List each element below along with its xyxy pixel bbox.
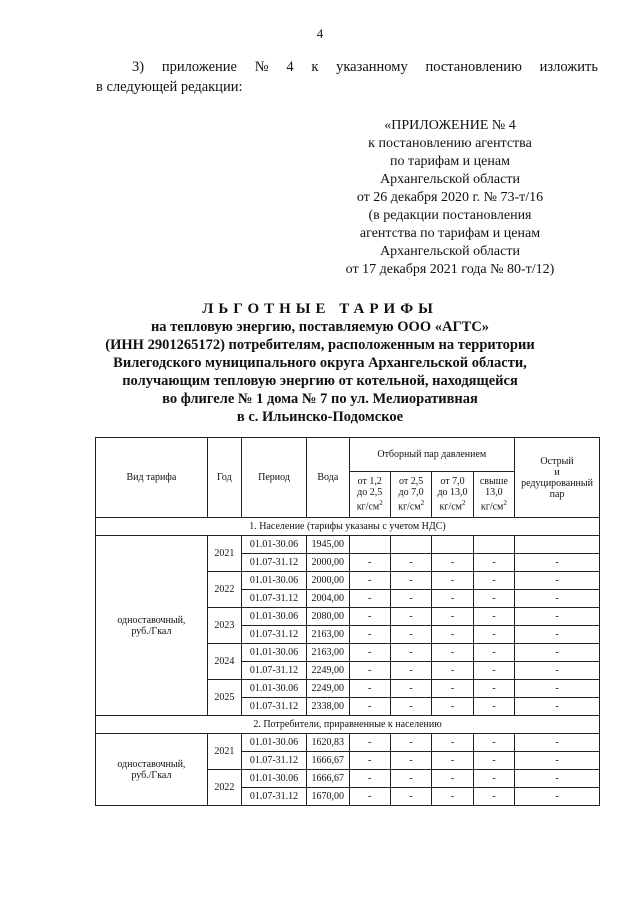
sharp-steam-cell: - bbox=[515, 788, 600, 806]
period-cell: 01.07-31.12 bbox=[241, 788, 306, 806]
pressure-4-cell: - bbox=[473, 680, 514, 698]
pressure-1-cell: - bbox=[349, 788, 390, 806]
pressure-3-cell: - bbox=[432, 770, 473, 788]
water-cell: 1945,00 bbox=[307, 536, 349, 554]
sharp-steam-cell: - bbox=[515, 770, 600, 788]
year-cell: 2025 bbox=[207, 680, 241, 716]
pressure-4-cell: - bbox=[473, 572, 514, 590]
unit-sup: 2 bbox=[462, 499, 466, 508]
pressure-4-cell: - bbox=[473, 626, 514, 644]
water-cell: 2249,00 bbox=[307, 662, 349, 680]
pressure-3-cell: - bbox=[432, 680, 473, 698]
header-steam-group: Отборный пар давлением bbox=[349, 438, 515, 472]
tariff-type-line: одноставочный, bbox=[117, 614, 186, 626]
pressure-2-cell: - bbox=[390, 734, 431, 752]
appendix-line: к постановлению агентства bbox=[368, 136, 532, 151]
intro-line-2: в следующей редакции: bbox=[96, 79, 243, 95]
pressure-2-cell bbox=[390, 536, 431, 554]
pressure-4-cell: - bbox=[473, 698, 514, 716]
pressure-3-cell: - bbox=[432, 590, 473, 608]
year-cell: 2021 bbox=[207, 734, 241, 770]
unit: кг/см bbox=[439, 501, 462, 513]
sharp-steam-cell: - bbox=[515, 572, 600, 590]
sharp-steam-cell: - bbox=[515, 662, 600, 680]
period-cell: 01.07-31.12 bbox=[241, 590, 306, 608]
pressure-2-cell: - bbox=[390, 608, 431, 626]
unit: кг/см bbox=[480, 501, 504, 513]
title-line: Вилегодского муниципального округа Архангельской области, bbox=[113, 355, 527, 371]
tariff-type-cell bbox=[96, 536, 208, 716]
water-cell: 1670,00 bbox=[307, 788, 349, 806]
unit: кг/см bbox=[356, 501, 380, 513]
section-header-population: 1. Население (тарифы указаны с учетом НДС) bbox=[96, 518, 600, 536]
year-cell: 2022 bbox=[207, 770, 241, 806]
unit-sup: 2 bbox=[379, 499, 383, 508]
header-line: 13,0 bbox=[485, 487, 503, 499]
intro-word: приложение bbox=[161, 59, 237, 75]
water-cell: 2338,00 bbox=[307, 698, 349, 716]
pressure-3-cell: - bbox=[432, 698, 473, 716]
sharp-steam-cell: - bbox=[515, 626, 600, 644]
header-line: от 2,5 bbox=[398, 476, 424, 488]
pressure-1-cell: - bbox=[349, 752, 390, 770]
pressure-1-cell bbox=[349, 536, 390, 554]
page-number: 4 bbox=[316, 26, 324, 41]
title-heading: ЛЬГОТНЫЕ ТАРИФЫ bbox=[202, 301, 438, 317]
pressure-2-cell: - bbox=[390, 644, 431, 662]
pressure-1-cell: - bbox=[349, 590, 390, 608]
header-line: Острый bbox=[540, 455, 574, 467]
pressure-4-cell: - bbox=[473, 770, 514, 788]
header-line bbox=[433, 498, 471, 512]
pressure-1-cell: - bbox=[349, 572, 390, 590]
pressure-4-cell: - bbox=[473, 554, 514, 572]
pressure-2-cell: - bbox=[390, 626, 431, 644]
appendix-line: «ПРИЛОЖЕНИЕ № 4 bbox=[384, 118, 516, 133]
water-cell: 2000,00 bbox=[307, 554, 349, 572]
unit-sup: 2 bbox=[420, 499, 425, 508]
unit: кг/см bbox=[398, 501, 421, 513]
header-line: от 1,2 bbox=[357, 476, 382, 488]
sharp-steam-cell bbox=[515, 536, 600, 554]
intro-word: 3) bbox=[132, 59, 145, 75]
pressure-4-cell: - bbox=[473, 662, 514, 680]
pressure-3-cell: - bbox=[432, 608, 473, 626]
pressure-1-cell: - bbox=[349, 626, 390, 644]
water-cell: 2000,00 bbox=[307, 572, 349, 590]
pressure-3-cell: - bbox=[432, 788, 473, 806]
pressure-2-cell: - bbox=[390, 788, 431, 806]
water-cell: 2163,00 bbox=[307, 626, 349, 644]
appendix-line: Архангельской области bbox=[380, 244, 520, 259]
pressure-2-cell: - bbox=[390, 680, 431, 698]
section-header-equated: 2. Потребители, приравненные к населению bbox=[96, 716, 600, 734]
water-cell: 2163,00 bbox=[307, 644, 349, 662]
pressure-1-cell: - bbox=[349, 734, 390, 752]
header-line: до 2,5 bbox=[357, 487, 383, 499]
tariff-type-line: руб./Гкал bbox=[131, 769, 172, 781]
title-line: на тепловую энергию, поставляемую ООО «АГТС» bbox=[150, 319, 490, 335]
water-cell: 2004,00 bbox=[307, 590, 349, 608]
intro-word: изложить bbox=[539, 59, 598, 75]
pressure-4-cell: - bbox=[473, 590, 514, 608]
pressure-1-cell: - bbox=[349, 608, 390, 626]
period-cell: 01.07-31.12 bbox=[241, 752, 306, 770]
appendix-line: от 17 декабря 2021 года № 80-т/12) bbox=[345, 262, 555, 277]
appendix-header bbox=[330, 117, 570, 279]
water-cell: 1666,67 bbox=[307, 752, 349, 770]
intro-word: указанному bbox=[336, 59, 408, 75]
sharp-steam-cell: - bbox=[515, 752, 600, 770]
header-line bbox=[392, 498, 430, 512]
period-cell: 01.07-31.12 bbox=[241, 554, 306, 572]
appendix-line: агентства по тарифам и ценам bbox=[359, 226, 541, 241]
pressure-1-cell: - bbox=[349, 680, 390, 698]
header-line: и bbox=[554, 466, 560, 478]
header-pressure-4 bbox=[473, 472, 514, 518]
period-cell: 01.01-30.06 bbox=[241, 644, 306, 662]
unit-sup: 2 bbox=[503, 499, 507, 508]
header-line: до 7,0 bbox=[398, 487, 424, 499]
water-cell: 1666,67 bbox=[307, 770, 349, 788]
period-cell: 01.01-30.06 bbox=[241, 572, 306, 590]
intro-word: 4 bbox=[286, 59, 294, 75]
header-line: от 7,0 bbox=[440, 476, 465, 488]
pressure-2-cell: - bbox=[390, 572, 431, 590]
pressure-3-cell: - bbox=[432, 644, 473, 662]
pressure-1-cell: - bbox=[349, 662, 390, 680]
period-cell: 01.01-30.06 bbox=[241, 608, 306, 626]
pressure-4-cell: - bbox=[473, 644, 514, 662]
pressure-1-cell: - bbox=[349, 644, 390, 662]
table-row bbox=[96, 536, 600, 554]
pressure-4-cell: - bbox=[473, 788, 514, 806]
sharp-steam-cell: - bbox=[515, 608, 600, 626]
period-cell: 01.01-30.06 bbox=[241, 536, 306, 554]
tariff-type-line: руб./Гкал bbox=[131, 625, 172, 637]
title-line: в с. Ильинско-Подомское bbox=[236, 409, 404, 425]
period-cell: 01.01-30.06 bbox=[241, 770, 306, 788]
header-pressure-2 bbox=[390, 472, 431, 518]
pressure-3-cell: - bbox=[432, 734, 473, 752]
header-line bbox=[351, 498, 389, 512]
header-pressure-3 bbox=[432, 472, 473, 518]
intro-line-1 bbox=[96, 57, 598, 77]
sharp-steam-cell: - bbox=[515, 734, 600, 752]
pressure-1-cell: - bbox=[349, 770, 390, 788]
appendix-line: по тарифам и ценам bbox=[390, 154, 510, 169]
period-cell: 01.07-31.12 bbox=[241, 662, 306, 680]
water-cell: 2249,00 bbox=[307, 680, 349, 698]
pressure-2-cell: - bbox=[390, 662, 431, 680]
pressure-4-cell bbox=[473, 536, 514, 554]
sharp-steam-cell: - bbox=[515, 680, 600, 698]
pressure-3-cell: - bbox=[432, 662, 473, 680]
pressure-3-cell: - bbox=[432, 626, 473, 644]
pressure-3-cell: - bbox=[432, 752, 473, 770]
pressure-4-cell: - bbox=[473, 752, 514, 770]
sharp-steam-cell: - bbox=[515, 644, 600, 662]
year-cell: 2023 bbox=[207, 608, 241, 644]
pressure-3-cell: - bbox=[432, 572, 473, 590]
period-cell: 01.01-30.06 bbox=[241, 680, 306, 698]
pressure-2-cell: - bbox=[390, 554, 431, 572]
year-cell: 2024 bbox=[207, 644, 241, 680]
header-line: пар bbox=[549, 488, 565, 500]
pressure-4-cell: - bbox=[473, 608, 514, 626]
pressure-2-cell: - bbox=[390, 752, 431, 770]
sharp-steam-cell: - bbox=[515, 554, 600, 572]
title-line: во флигеле № 1 дома № 7 по ул. Мелиоративная bbox=[162, 391, 478, 407]
title-line: получающим тепловую энергию от котельной, находящейся bbox=[122, 373, 518, 389]
sharp-steam-cell: - bbox=[515, 590, 600, 608]
period-cell: 01.07-31.12 bbox=[241, 626, 306, 644]
intro-word: постановлению bbox=[425, 59, 522, 75]
document-title bbox=[90, 300, 550, 426]
header-period: Период bbox=[241, 438, 306, 518]
pressure-3-cell bbox=[432, 536, 473, 554]
header-water: Вода bbox=[307, 438, 349, 518]
pressure-1-cell: - bbox=[349, 698, 390, 716]
appendix-line: от 26 декабря 2020 г. № 73-т/16 bbox=[356, 190, 544, 205]
sharp-steam-cell: - bbox=[515, 698, 600, 716]
header-line: свыше bbox=[479, 476, 508, 488]
year-cell: 2022 bbox=[207, 572, 241, 608]
tariff-type-line: одноставочный, bbox=[117, 758, 186, 770]
header-year: Год bbox=[207, 438, 241, 518]
period-cell: 01.07-31.12 bbox=[241, 698, 306, 716]
table-row bbox=[96, 734, 600, 752]
water-cell: 2080,00 bbox=[307, 608, 349, 626]
pressure-2-cell: - bbox=[390, 770, 431, 788]
pressure-2-cell: - bbox=[390, 698, 431, 716]
header-line: редуцированный bbox=[521, 477, 593, 489]
header-line: до 13,0 bbox=[437, 487, 468, 499]
intro-word: к bbox=[311, 59, 319, 75]
water-cell: 1620,83 bbox=[307, 734, 349, 752]
tariff-table bbox=[95, 437, 600, 806]
appendix-line: (в редакции постановления bbox=[368, 208, 532, 223]
pressure-2-cell: - bbox=[390, 590, 431, 608]
header-line bbox=[475, 498, 513, 512]
pressure-1-cell: - bbox=[349, 554, 390, 572]
pressure-3-cell: - bbox=[432, 554, 473, 572]
pressure-4-cell: - bbox=[473, 734, 514, 752]
header-tariff-type: Вид тарифа bbox=[96, 438, 208, 518]
header-pressure-1 bbox=[349, 472, 390, 518]
header-sharp-steam bbox=[515, 438, 600, 518]
year-cell: 2021 bbox=[207, 536, 241, 572]
intro-paragraph bbox=[96, 57, 598, 97]
intro-word: № bbox=[254, 59, 269, 75]
title-line: (ИНН 2901265172) потребителям, расположенным на территории bbox=[105, 337, 535, 353]
appendix-line: Архангельской области bbox=[380, 172, 520, 187]
period-cell: 01.01-30.06 bbox=[241, 734, 306, 752]
tariff-type-cell bbox=[96, 734, 208, 806]
